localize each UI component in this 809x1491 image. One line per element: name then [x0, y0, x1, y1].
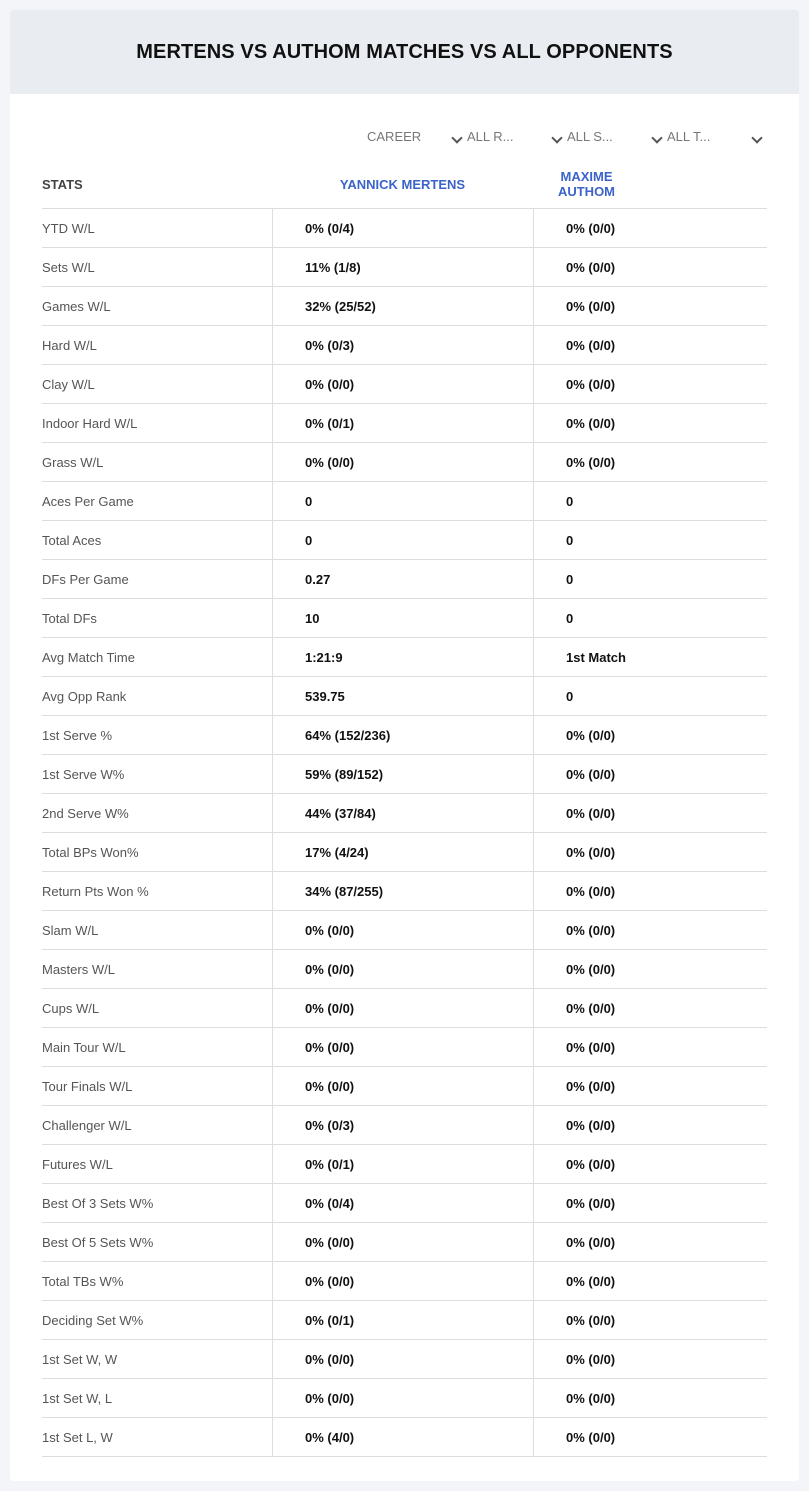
stat-label: Masters W/L — [42, 961, 115, 977]
table-row — [42, 404, 767, 443]
player2-value: 0 — [533, 482, 767, 520]
player2-value: 0% (0/0) — [533, 716, 767, 754]
stat-label: Clay W/L — [42, 376, 95, 392]
player1-value: 0% (0/3) — [272, 326, 533, 364]
player2-value: 0% (0/0) — [533, 794, 767, 832]
player1-value: 0% (0/1) — [272, 404, 533, 442]
card-header — [10, 10, 799, 94]
player1-value: 0 — [272, 482, 533, 520]
player1-value: 0% (0/3) — [272, 1106, 533, 1144]
player2-value: 0 — [533, 560, 767, 598]
table-row — [42, 833, 767, 872]
filter-period-select[interactable] — [367, 126, 467, 148]
player2-value: 0% (0/0) — [533, 1184, 767, 1222]
player2-value: 0% (0/0) — [533, 326, 767, 364]
stat-label: Aces Per Game — [42, 493, 134, 509]
filter-surface-select[interactable] — [567, 126, 667, 148]
filter-label: ALL S... — [567, 129, 613, 144]
stats-column-header: STATS — [42, 176, 83, 192]
player2-value: 0 — [533, 521, 767, 559]
player2-value: 0% (0/0) — [533, 1145, 767, 1183]
filter-bar — [367, 126, 767, 148]
player1-value: 0% (0/0) — [272, 1379, 533, 1417]
filter-label: CAREER — [367, 129, 422, 144]
table-row — [42, 1379, 767, 1418]
player1-value: 0% (0/0) — [272, 1340, 533, 1378]
table-row — [42, 1028, 767, 1067]
table-row — [42, 560, 767, 599]
stat-label: Futures W/L — [42, 1156, 113, 1172]
filter-label: ALL T... — [667, 129, 711, 144]
stat-label: Indoor Hard W/L — [42, 415, 138, 431]
stat-label: Cups W/L — [42, 1000, 100, 1016]
stat-label: Total BPs Won% — [42, 844, 139, 860]
table-body — [42, 209, 767, 1457]
player2-value: 0% (0/0) — [533, 872, 767, 910]
stat-label: Total Aces — [42, 532, 102, 548]
table-row — [42, 1418, 767, 1457]
player1-value: 10 — [272, 599, 533, 637]
table-row — [42, 638, 767, 677]
player1-column-header[interactable]: YANNICK MERTENS — [339, 176, 466, 192]
player1-value: 0% (0/0) — [272, 1262, 533, 1300]
player2-name[interactable]: MAXIME AUTHOM — [557, 169, 616, 199]
table-row — [42, 911, 767, 950]
page-title: MERTENS VS AUTHOM MATCHES VS ALL OPPONENTS — [136, 40, 673, 63]
player1-value: 34% (87/255) — [272, 872, 533, 910]
stat-label: Tour Finals W/L — [42, 1078, 133, 1094]
player1-value: 0.27 — [272, 560, 533, 598]
chevron-down-icon — [751, 132, 762, 143]
stat-label: Best Of 5 Sets W% — [42, 1234, 154, 1250]
stat-label: DFs Per Game — [42, 571, 129, 587]
stat-label: 1st Serve W% — [42, 766, 125, 782]
table-row — [42, 1106, 767, 1145]
table-row — [42, 950, 767, 989]
player2-value: 0% (0/0) — [533, 755, 767, 793]
stat-label: Return Pts Won % — [42, 883, 149, 899]
stat-label: Total TBs W% — [42, 1273, 124, 1289]
table-row — [42, 365, 767, 404]
table-row — [42, 482, 767, 521]
table-row — [42, 599, 767, 638]
player2-value: 0% (0/0) — [533, 1418, 767, 1456]
table-row — [42, 1223, 767, 1262]
table-row — [42, 521, 767, 560]
player1-value: 11% (1/8) — [272, 248, 533, 286]
player1-value: 0% (0/0) — [272, 443, 533, 481]
player2-value: 0% (0/0) — [533, 1028, 767, 1066]
stat-label: Avg Match Time — [42, 649, 135, 665]
table-row — [42, 1184, 767, 1223]
table-row — [42, 1301, 767, 1340]
filter-tournament-select[interactable] — [667, 126, 767, 148]
stats-card — [10, 10, 799, 1481]
table-row — [42, 1262, 767, 1301]
player1-value: 0% (0/4) — [272, 1184, 533, 1222]
player1-value: 64% (152/236) — [272, 716, 533, 754]
player2-value: 0% (0/0) — [533, 287, 767, 325]
stat-label: Avg Opp Rank — [42, 688, 127, 704]
player2-value: 0% (0/0) — [533, 365, 767, 403]
player1-value: 1:21:9 — [272, 638, 533, 676]
stat-label: 1st Set L, W — [42, 1429, 113, 1445]
player1-value: 44% (37/84) — [272, 794, 533, 832]
stat-label: Slam W/L — [42, 922, 99, 938]
player2-value: 0% (0/0) — [533, 1379, 767, 1417]
player1-value: 0% (0/4) — [272, 209, 533, 247]
player1-value: 0% (0/0) — [272, 365, 533, 403]
stat-label: 2nd Serve W% — [42, 805, 129, 821]
filter-label: ALL R... — [467, 129, 514, 144]
player2-value: 0% (0/0) — [533, 248, 767, 286]
stat-label: Main Tour W/L — [42, 1039, 126, 1055]
table-row — [42, 716, 767, 755]
player1-value: 0% (0/0) — [272, 911, 533, 949]
player1-value: 0% (0/0) — [272, 950, 533, 988]
player2-value: 0% (0/0) — [533, 989, 767, 1027]
table-row — [42, 794, 767, 833]
player1-value: 59% (89/152) — [272, 755, 533, 793]
player1-value: 0% (0/1) — [272, 1145, 533, 1183]
filter-round-select[interactable] — [467, 126, 567, 148]
player1-value: 0 — [272, 521, 533, 559]
stat-label: Best Of 3 Sets W% — [42, 1195, 154, 1211]
player1-value: 0% (0/1) — [272, 1301, 533, 1339]
player1-value: 0% (4/0) — [272, 1418, 533, 1456]
table-row — [42, 443, 767, 482]
stat-label: Challenger W/L — [42, 1117, 132, 1133]
table-row — [42, 326, 767, 365]
player2-value: 0% (0/0) — [533, 1223, 767, 1261]
player2-value: 0% (0/0) — [533, 404, 767, 442]
table-row — [42, 989, 767, 1028]
stat-label: Hard W/L — [42, 337, 97, 353]
player2-value: 0% (0/0) — [533, 833, 767, 871]
player2-value: 0% (0/0) — [533, 950, 767, 988]
player1-value: 539.75 — [272, 677, 533, 715]
table-row — [42, 677, 767, 716]
player2-value: 1st Match — [533, 638, 767, 676]
stat-label: YTD W/L — [42, 220, 95, 236]
chevron-down-icon — [451, 132, 462, 143]
stat-label: Grass W/L — [42, 454, 104, 470]
player2-value: 0 — [533, 599, 767, 637]
player1-value: 0% (0/0) — [272, 1223, 533, 1261]
player2-value: 0% (0/0) — [533, 443, 767, 481]
stat-label: Sets W/L — [42, 259, 95, 275]
player1-value: 0% (0/0) — [272, 989, 533, 1027]
player2-value: 0% (0/0) — [533, 1262, 767, 1300]
table-header — [42, 160, 767, 209]
player1-value: 32% (25/52) — [272, 287, 533, 325]
player2-value: 0% (0/0) — [533, 209, 767, 247]
player2-value: 0% (0/0) — [533, 1067, 767, 1105]
player1-value: 0% (0/0) — [272, 1028, 533, 1066]
chevron-down-icon — [551, 132, 562, 143]
stat-label: 1st Set W, W — [42, 1351, 118, 1367]
table-row — [42, 248, 767, 287]
player2-value: 0 — [533, 677, 767, 715]
table-row — [42, 755, 767, 794]
table-row — [42, 1340, 767, 1379]
table-row — [42, 287, 767, 326]
table-row — [42, 209, 767, 248]
stat-label: 1st Set W, L — [42, 1390, 113, 1406]
player2-value: 0% (0/0) — [533, 911, 767, 949]
player2-value: 0% (0/0) — [533, 1106, 767, 1144]
table-row — [42, 1067, 767, 1106]
player2-column-header[interactable] — [533, 169, 767, 199]
stats-table — [42, 160, 767, 1457]
player1-value: 0% (0/0) — [272, 1067, 533, 1105]
chevron-down-icon — [651, 132, 662, 143]
stat-label: Deciding Set W% — [42, 1312, 144, 1328]
stat-label: 1st Serve % — [42, 727, 113, 743]
player2-value: 0% (0/0) — [533, 1301, 767, 1339]
stat-label: Total DFs — [42, 610, 97, 626]
table-row — [42, 872, 767, 911]
player2-value: 0% (0/0) — [533, 1340, 767, 1378]
player1-value: 17% (4/24) — [272, 833, 533, 871]
table-row — [42, 1145, 767, 1184]
stat-label: Games W/L — [42, 298, 111, 314]
